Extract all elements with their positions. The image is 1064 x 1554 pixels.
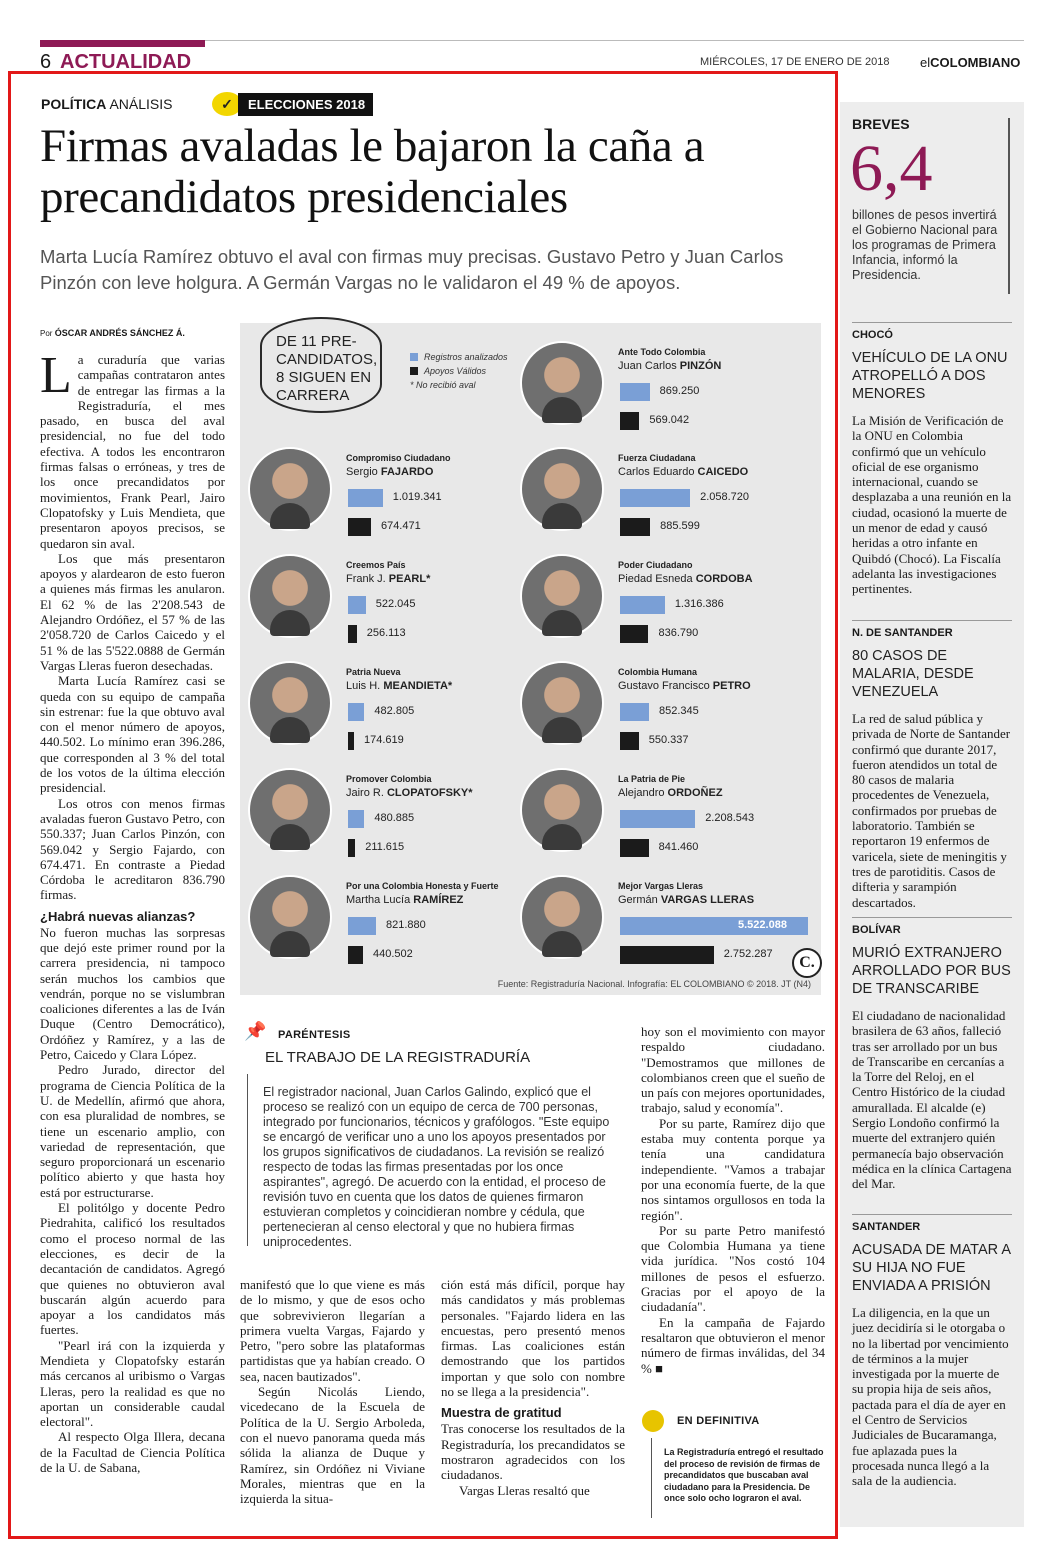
valid-value: 885.599 — [660, 520, 700, 532]
brief-text: La red de salud pública y privada de Norte de Santander confirmó que durante 2017, fueron atendidos un total de 80 casos de malaria procedentes de Venezuela, confirmados por pruebas de laboratorio. También se reportaron 19 enfermos de varicela, siete de meningitis y tres de parotiditis. Casos de difteria y sarampión descartados. — [852, 711, 1011, 910]
article-paragraph: Los que más presentaron apoyos y alardearon de esto fueron a quienes más firmas les anularon. El 62 % de las 2'208.543 de Alejandro Ordóñez, el 57 % de las 2'058.720 de Carlos Caicedo y el 51 % de las 5'522.0888 de Germán Vargas Lleras fueron desechadas. — [40, 550, 225, 673]
candidate-party: Ante Todo Colombia — [618, 347, 706, 357]
candidate-name: Germán VARGAS LLERAS — [618, 894, 755, 906]
article-paragraph: hoy son el movimiento con mayor respaldo ciudadano. "Demostramos que millones de colombianos creen que el sueño de un país con mejores oportunidades, trabajo, salud y economía". — [641, 1024, 825, 1116]
brief-text: El ciudadano de nacionalidad brasilera de 63 años, falleció tras ser arrollado por un bus de Transcaribe en cercanías a la Torre del Reloj, en el Centro Histórico de la ciudad amurallada. El alcalde (e) Sergio Londoño confirmó la muerte del extranjero quién permanecía bajo observación médica en la clínica Cartagena del Mar. — [852, 1008, 1012, 1192]
registered-bar — [348, 810, 364, 828]
elections-tag — [212, 92, 373, 116]
dek: Marta Lucía Ramírez obtuvo el aval con firmas muy precisas. Gustavo Petro y Juan Carlos Pinzón con leve holgura. A Germán Vargas no le validaron el 49 % de apoyos. — [40, 246, 784, 293]
summary-icon — [642, 1410, 664, 1432]
legend-item-registered: Registros analizados — [410, 350, 508, 364]
brief-rule — [852, 322, 1012, 323]
valid-bar — [620, 518, 650, 536]
article-column-1 — [40, 347, 225, 1476]
candidate-photo — [520, 554, 604, 638]
article-paragraph: Los otros con menos firmas avaladas fueron Gustavo Petro, con 550.337; Juan Carlos Pinzón, con 569.042 y Sergio Fajardo, con 674.471. En contraste a Piedad Córdoba le acreditaron 836.790 firmas. — [40, 795, 225, 903]
registered-value: 522.045 — [375, 598, 416, 610]
registered-bar — [620, 489, 690, 507]
valid-bar — [620, 412, 639, 430]
registered-value: 480.885 — [374, 812, 415, 824]
article-column-3 — [441, 1277, 625, 1498]
brief-location: CHOCÓ — [852, 329, 893, 341]
registered-value: 2.208.543 — [705, 812, 755, 824]
parentesis-body: El registrador nacional, Juan Carlos Galindo, explicó que el proceso se realizó con un equipo de cerca de 700 personas, integrado por funcionarios, técnicos y grafólogos. "Este equipo se encargó de verificar uno a uno los apoyos presentados por los grupos significativos de ciudadanos. La revisión se realizó respecto de todas las firmas presentadas por los once aspirantes", agregó. De acuerdo con la entidad, el proceso de revisión tuvo en cuenta que los datos de quienes firmaron estuvieran completos y coincidieran nombre y cédula, que pertenecieran al censo electoral y que no hubiera firmas uniprocedentes. — [263, 1085, 610, 1249]
parentesis-title: EL TRABAJO DE LA REGISTRADURÍA — [265, 1049, 531, 1066]
candidate-photo — [520, 447, 604, 531]
article-paragraph: Por su parte Petro manifestó que Colombia Humana ya tiene vida jurídica. "Nos costó 104 millones de pesos el esfuerzo. Gracias por el apoyo de la ciudadanía". — [641, 1222, 825, 1315]
article-paragraph: manifestó que lo que viene es más de lo mismo, y que de esos ocho que sobrevivieron llegarían a primera vuelta Vargas, Fajardo y Petro, "pero sobre las plataformas partidistas que ya habían creado. O sea, nacen bautizados". — [240, 1277, 425, 1384]
page-number: 6 — [40, 51, 52, 73]
registered-bar — [348, 596, 366, 614]
article-paragraph: En la campaña de Fajardo resaltaron que obtuvieron el menor número de firmas inválidas, del 34 % ■ — [641, 1314, 825, 1376]
registered-value: 869.250 — [659, 385, 700, 397]
registered-bar — [348, 489, 383, 507]
registered-bar — [620, 596, 665, 614]
registered-value: 852.345 — [659, 705, 699, 717]
candidate-name: Luis H. MEANDIETA* — [346, 680, 453, 692]
brief-headline: VEHÍCULO DE LA ONU ATROPELLÓ A DOS MENORES — [852, 350, 1008, 402]
candidate-photo — [248, 447, 332, 531]
brief-rule — [852, 620, 1012, 621]
breves-big-caption: billones de pesos invertirá el Gobierno Nacional para los programas de Primera Infancia, informó la Presidencia. — [852, 208, 998, 282]
valid-bar — [620, 946, 714, 964]
valid-bar — [348, 839, 355, 857]
article-column-4 — [641, 1024, 825, 1376]
article-paragraph: La curaduría que varias campañas contrataron antes de entregar las firmas a la Registraduría, el mes pasado, en busca del aval presidencial, no fue del todo efectiva. A todos les encontraron firmas falsas o erróneas, y tres de los once precandidatos por movimientos, Frank Pearl, Jairo Clopatofsky y Luis Mendieta, que presentaron apoyos precisos, se quedaron sin aval. — [40, 347, 225, 551]
registered-value: 821.880 — [385, 919, 426, 931]
legend-note: * No recibió aval — [410, 380, 476, 390]
candidate-name: Piedad Esneda CORDOBA — [618, 573, 753, 585]
kicker-type: ANÁLISIS — [109, 96, 173, 112]
breves-divider — [1008, 118, 1010, 294]
brief-headline: MURIÓ EXTRANJERO ARROLLADO POR BUS DE TRANSCARIBE — [852, 945, 1011, 997]
breves-big-number: 6,4 — [850, 132, 933, 205]
candidate-party: Creemos País — [346, 560, 406, 570]
valid-bar — [620, 732, 639, 750]
candidate-name: Frank J. PEARL* — [346, 573, 431, 585]
registered-value: 1.019.341 — [392, 491, 442, 503]
valid-value: 211.615 — [365, 841, 405, 853]
elections-tag-label: ELECCIONES 2018 — [238, 93, 373, 116]
brief-headline: ACUSADA DE MATAR A SU HIJA NO FUE ENVIADA A PRISIÓN — [852, 1242, 1011, 1294]
definitiva-body: La Registraduría entregó el resultado del proceso de revisión de firmas de precandidatos que buscaban aval ciudadano para la Presidencia. De once solo ocho lograron el aval. — [664, 1447, 824, 1503]
candidate-party: Colombia Humana — [618, 667, 698, 677]
candidate-photo — [520, 875, 604, 959]
legend — [410, 350, 508, 392]
candidate-party: La Patria de Pie — [618, 774, 686, 784]
signatures-infographic — [240, 323, 821, 995]
article-column-2 — [240, 1277, 425, 1506]
newspaper-logo: C. — [792, 948, 822, 978]
candidate-name: Alejandro ORDOÑEZ — [618, 787, 723, 799]
subhead: ¿Habrá nuevas alianzas? — [40, 908, 196, 924]
registered-bar — [620, 810, 695, 828]
registered-bar — [620, 383, 650, 401]
breves-label: BREVES — [852, 116, 910, 132]
newspaper-name — [920, 55, 1020, 70]
article-paragraph: El politólgo y docente Pedro Piedrahita, calificó los resultados como el proceso normal de las elecciones, es decir de la decantación de candidatos. Agregó que quienes no obtuvieron aval buscarán algún acuerdo para apoyar a los candidatos más fuertes. — [40, 1200, 225, 1338]
brief-location: BOLÍVAR — [852, 924, 901, 936]
valid-bar — [620, 839, 649, 857]
candidate-photo — [248, 875, 332, 959]
valid-value: 836.790 — [658, 627, 699, 639]
valid-bar — [620, 625, 648, 643]
registered-bar — [348, 703, 364, 721]
brief-location: SANTANDER — [852, 1221, 921, 1233]
candidate-name: Gustavo Francisco PETRO — [618, 680, 751, 692]
candidate-name: Jairo R. CLOPATOFSKY* — [346, 787, 473, 799]
registered-bar — [620, 703, 649, 721]
brief-headline: 80 CASOS DE MALARIA, DESDE VENEZUELA — [852, 648, 974, 700]
article-paragraph: Al respecto Olga Illera, decana de la Facultad de Ciencia Política de la U. de Sabana, — [40, 1429, 225, 1476]
article-paragraph: "Pearl irá con la izquierda y Mendieta y Clopatofsky estarán más cercanos al uribismo o Vargas Lleras, pero la realidad es que no aportan un considerable caudal electoral". — [40, 1337, 225, 1430]
publication-date: MIÉRCOLES, 17 DE ENERO DE 2018 — [700, 56, 890, 68]
valid-bar — [348, 625, 357, 643]
valid-value: 569.042 — [649, 414, 690, 426]
drop-cap: L — [40, 347, 72, 404]
candidate-party: Fuerza Ciudadana — [618, 453, 696, 463]
valid-bar — [348, 946, 363, 964]
newspaper-prefix: el — [920, 55, 931, 70]
valid-value: 550.337 — [648, 734, 689, 746]
article-paragraph: Por su parte, Ramírez dijo que estaba muy contenta porque ya tenía una candidatura independiente. "Vamos a trabajar por una economía fuerte, de la que nos sintamos orgullosos en toda la región". — [641, 1115, 825, 1223]
definitiva-label: EN DEFINITIVA — [677, 1415, 760, 1427]
article-paragraph: Pedro Jurado, director del programa de Ciencia Política de la U. de Medellín, afirmó que ahora, con esa pluralidad de nombres, se tiene un escenario amplio, con variedad de representación, que seguro proporcionará un escenario político abierto y que hasta hoy está por estructurarse. — [40, 1062, 225, 1200]
candidate-photo — [520, 661, 604, 745]
valid-value: 674.471 — [380, 520, 421, 532]
valid-bar — [348, 518, 371, 536]
valid-value: 440.502 — [372, 948, 413, 960]
brief-item — [852, 620, 1012, 910]
brief-rule — [852, 917, 1012, 918]
brief-text: La Misión de Verificación de la ONU en Colombia confirmó que un vehículo oficial de ese organismo internacional, cuando se desplazaba a una reunión en la ciudad, ocasionó la muerte de un menor de edad y causó heridas a otro infante en Quibdó (Chocó). La Fiscalía adelanta las investigaciones pertinentes. — [852, 413, 1012, 597]
candidate-party: Compromiso Ciudadano — [346, 453, 451, 463]
section-name: ACTUALIDAD — [60, 51, 192, 73]
candidate-photo — [248, 768, 332, 852]
legend-item-valid: Apoyos Válidos — [410, 364, 508, 378]
infographic-credit: Fuente: Registraduría Nacional. Infografía: EL COLOMBIANO © 2018. JT (N4) — [497, 979, 811, 989]
article-paragraph: Marta Lucía Ramírez casi se queda con su equipo de campaña sin estrenar: fue la que obtuvo aval con el menor número de apoyos, 440.502. Lo mínimo eran 396.286, que corresponden al 3 % del total de los votos de la última elección presidencial. — [40, 673, 225, 796]
brief-text: La diligencia, en la que un juez decidiría si le otorgaba o no la libertad por vencimiento de términos a la mujer investigada por la muerte de su propia hija de seis años, pactada para el día de ayer en el Centro de Servicios Judiciales de Bucaramanga, fue aplazada pues la procesada nunca llegó a la sala de la audiencia. — [852, 1305, 1009, 1489]
article-kicker — [41, 96, 173, 112]
candidate-name: Martha Lucía RAMÍREZ — [346, 894, 464, 906]
registered-bar — [348, 917, 376, 935]
legend-swatch-registered — [410, 353, 418, 361]
infographic-intro: DE 11 PRE-CANDIDATOS, 8 SIGUEN EN CARRERA — [260, 317, 382, 413]
newspaper-title: COLOMBIANO — [930, 55, 1021, 70]
valid-value: 256.113 — [366, 627, 406, 639]
byline — [40, 328, 185, 338]
article-paragraph: ción está más difícil, porque hay más candidatos y más problemas personales. "Fajardo lidera en las encuestas, pero presentó menos firmas. Las coaliciones están demostrando que los partidos importan y que solo con nombre no se llega a la presidencia". — [441, 1277, 625, 1400]
registered-value: 482.805 — [374, 705, 415, 717]
valid-value: 2.752.287 — [723, 948, 773, 960]
candidate-name: Juan Carlos PINZÓN — [618, 360, 722, 372]
brief-location: N. DE SANTANDER — [852, 627, 953, 639]
candidate-party: Mejor Vargas Lleras — [618, 881, 704, 891]
legend-swatch-valid — [410, 367, 418, 375]
candidate-name: Sergio FAJARDO — [346, 466, 434, 478]
parentesis-label: PARÉNTESIS — [278, 1029, 351, 1041]
kicker-topic: POLÍTICA — [41, 96, 107, 112]
ballot-icon: ✓ — [212, 92, 242, 116]
valid-bar — [348, 732, 354, 750]
section-accent-bar — [40, 40, 205, 47]
subhead: Muestra de gratitud — [441, 1405, 562, 1421]
candidate-photo — [520, 341, 604, 425]
byline-author: ÓSCAR ANDRÉS SÁNCHEZ Á. — [54, 328, 185, 338]
valid-value: 174.619 — [364, 734, 404, 746]
candidate-party: Promover Colombia — [346, 774, 432, 784]
article-paragraph: Según Nicolás Liendo, vicedecano de la Escuela de Política de la U. Sergio Arboleda, con el nuevo panorama queda más sólida la alianza de Duque y Ramírez, sin Ordóñez ni Viviane Morales, mientras que en la izquierda la situa- — [240, 1384, 425, 1507]
brief-item — [852, 1214, 1012, 1489]
candidate-party: Por una Colombia Honesta y Fuerte — [346, 881, 499, 891]
candidate-party: Patria Nueva — [346, 667, 401, 677]
candidate-party: Poder Ciudadano — [618, 560, 693, 570]
candidate-photo — [520, 768, 604, 852]
candidate-photo — [248, 661, 332, 745]
brief-item — [852, 917, 1012, 1192]
registered-value: 1.316.386 — [674, 598, 724, 610]
byline-prefix: Por — [40, 329, 53, 338]
headline: Firmas avaladas le bajaron la caña a precandidatos presidenciales — [40, 120, 705, 223]
article-paragraph: Vargas Lleras resaltó que — [459, 1482, 590, 1498]
brief-rule — [852, 1214, 1012, 1215]
article-paragraph: Tras conocerse los resultados de la Registraduría, los precandidatos se mostraron agradecidos con los ciudadanos. — [441, 1421, 625, 1483]
candidate-photo — [248, 554, 332, 638]
valid-value: 841.460 — [658, 841, 699, 853]
registered-value: 2.058.720 — [700, 491, 750, 503]
brief-item — [852, 322, 1012, 597]
candidate-name: Carlos Eduardo CAICEDO — [618, 466, 749, 478]
article-paragraph: No fueron muchas las sorpresas que dejó este primer round por la carrera presidencia, ni tampoco serán muchos los cambios que vendrán, porque no se vislumbran coaliciones diferentes a las de Iván Duque (Centro Democrático), Ordóñez y Ramírez, y a las de Petro, Caicedo y Clara López. — [40, 924, 225, 1063]
registered-value: 5.522.088 — [738, 919, 787, 931]
